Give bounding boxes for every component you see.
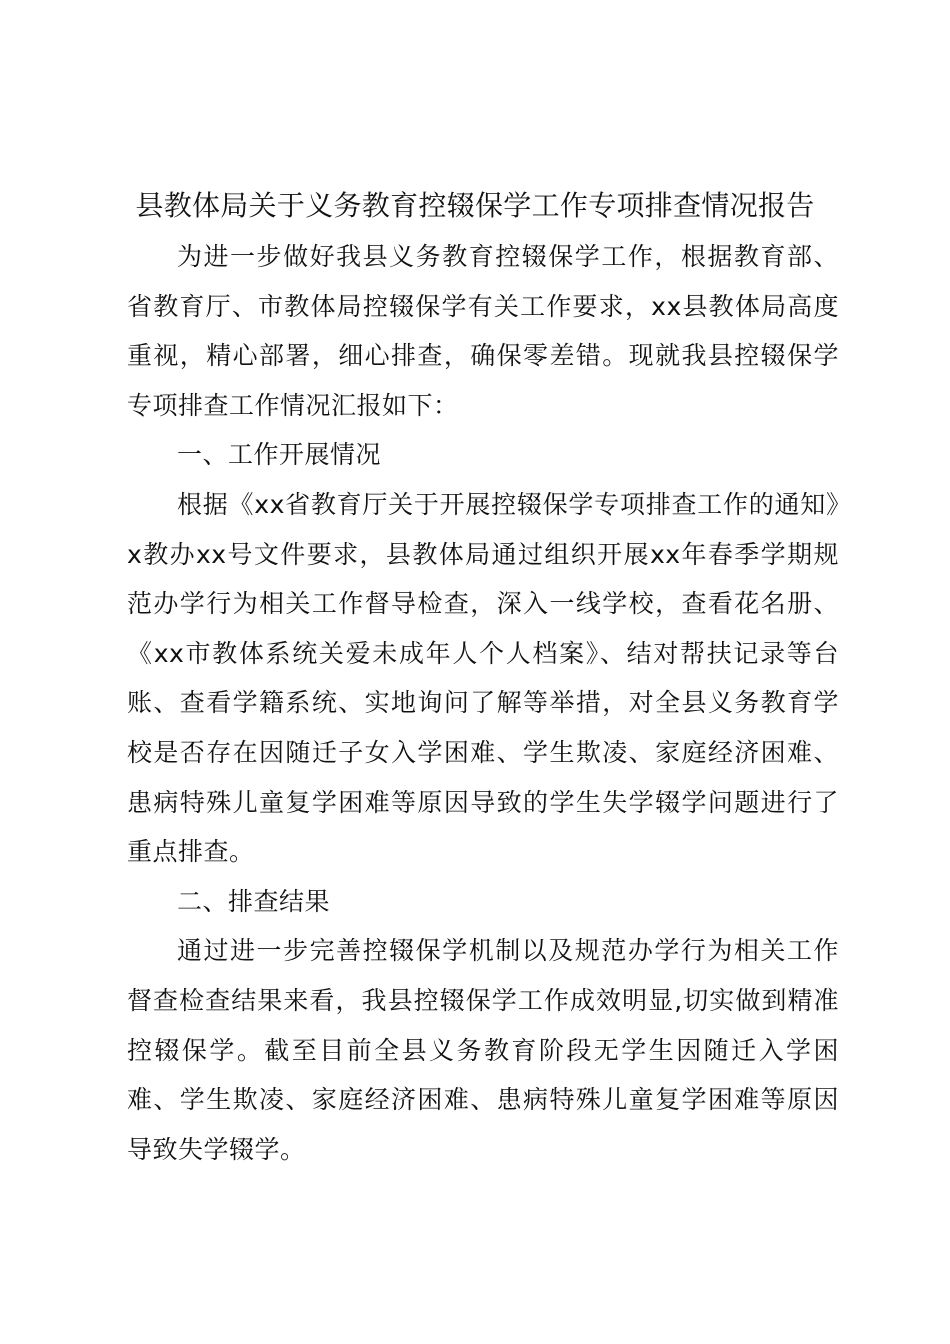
- section-heading-results: 二、排查结果: [177, 886, 331, 916]
- document-title: 县教体局关于义务教育控辍保学工作专项排查情况报告: [135, 189, 815, 222]
- section-paragraph-results: 通过进一步完善控辍保学机制以及规范办学行为相关工作督查检查结果来看，我县控辍保学工作成效明显,切实做到精准控辍保学。截至目前全县义务教育阶段无学生因随迁入学困难、学生欺凌、家庭经济困难、患病特殊儿童复学困难等原因导致失学辍学。: [127, 936, 839, 1164]
- intro-paragraph: 为进一步做好我县义务教育控辍保学工作，根据教育部、省教育厅、市教体局控辍保学有关工作要求，xx县教体局高度重视，精心部署，细心排查，确保零差错。现就我县控辍保学专项排查工作情况汇报如下：: [127, 242, 839, 420]
- document-body: [127, 232, 839, 1174]
- section-paragraph-work-progress: 根据《xx省教育厅关于开展控辍保学专项排查工作的通知》x教办xx号文件要求，县教体局通过组织开展xx年春季学期规范办学行为相关工作督导检查，深入一线学校，查看花名册、《xx市教体系统关爱未成年人个人档案》、结对帮扶记录等台账、查看学籍系统、实地询问了解等举措，对全县义务教育学校是否存在因随迁子女入学困难、学生欺凌、家庭经济困难、患病特殊儿童复学困难等原因导致的学生失学辍学问题进行了重点排查。: [127, 489, 839, 867]
- section-heading-work-progress: 一、工作开展情况: [177, 440, 382, 470]
